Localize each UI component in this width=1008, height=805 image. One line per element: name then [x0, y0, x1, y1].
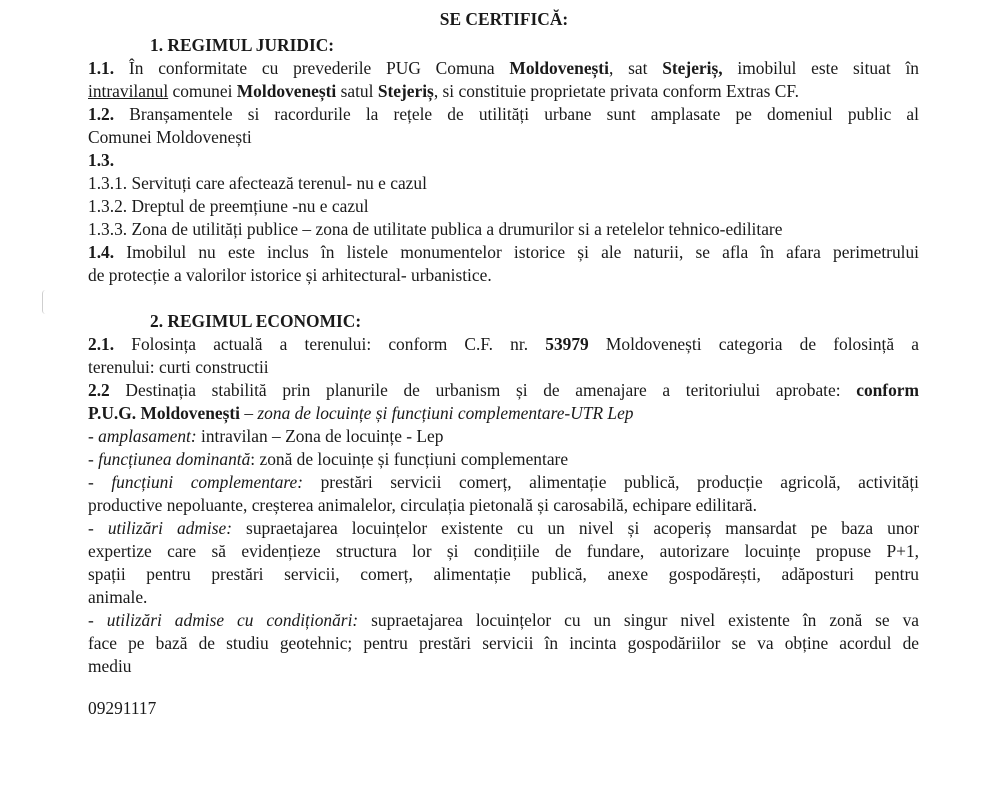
utilizari-conditionari-line-3: mediu — [88, 656, 132, 676]
utilizari-conditionari-line-1: - utilizări admise cu condiționări: supraetajarea locuințelor cu un singur nivel existente în zonă se va — [88, 610, 919, 630]
section-2-heading: 2. REGIMUL ECONOMIC: — [150, 311, 362, 331]
utilizari-conditionari-line-2: face pe bază de studiu geotehnic; pentru prestări servicii în incinta gospodăriilor se va obține acordul de — [88, 633, 919, 653]
functiuni-complementare-line-2: productive nepoluante, creșterea animalelor, circulația pietonală și carosabilă, echipare edilitară. — [88, 495, 757, 515]
para-1-3-number: 1.3. — [88, 150, 115, 170]
para-1-1-line-1: 1.1. În conformitate cu prevederile PUG Comuna Moldovenești, sat Stejeriș, imobilul este situat în — [88, 58, 919, 78]
para-1-2-line-2: Comunei Moldovenești — [88, 127, 252, 147]
para-1-1-line-2: intravilanul comunei Moldovenești satul Stejeriș, si constituie proprietate privata conform Extras CF. — [88, 81, 799, 101]
para-1-3-1: 1.3.1. Servituți care afectează terenul- nu e cazul — [88, 173, 427, 193]
document-code: 09291117 — [88, 698, 157, 718]
utilizari-admise-line-3: spații pentru prestări servicii, comerț, alimentație publică, anexe gospodărești, adăposturi pentru — [88, 564, 919, 584]
para-1-3-2: 1.3.2. Dreptul de preemțiune -nu e cazul — [88, 196, 369, 216]
para-1-2-line-1: 1.2. Branșamentele si racordurile la rețele de utilități urbane sunt amplasate pe domeniul public al — [88, 104, 919, 124]
utilizari-admise-line-1: - utilizări admise: supraetajarea locuințelor existente cu un nivel și acoperiș mansardat pe baza unor — [88, 518, 919, 538]
para-1-4-line-1: 1.4. Imobilul nu este inclus în listele monumentelor istorice și ale naturii, se afla în afara perimetrului — [88, 242, 919, 262]
scan-margin-mark — [42, 290, 49, 314]
utilizari-admise-line-2: expertize care să evidențieze structura lor și condițiile de fundare, autorizare locuințe propuse P+1, — [88, 541, 919, 561]
para-2-2-line-1: 2.2 Destinația stabilită prin planurile de urbanism și de amenajare a teritoriului aprobate: conform — [88, 380, 919, 400]
amplasament-line: - amplasament: intravilan – Zona de locuințe - Lep — [88, 426, 444, 446]
functiuni-complementare-line-1: - funcțiuni complementare: prestări servicii comerț, alimentație publică, producție agricolă, activități — [88, 472, 919, 492]
certificate-title: SE CERTIFICĂ: — [439, 9, 569, 29]
functiunea-dominanta-line: - funcțiunea dominantă: zonă de locuințe și funcțiuni complementare — [88, 449, 569, 469]
para-2-2-line-2: P.U.G. Moldovenești – zona de locuințe și funcțiuni complementare-UTR Lep — [88, 403, 634, 423]
para-1-4-line-2: de protecție a valorilor istorice și arhitectural- urbanistice. — [88, 265, 492, 285]
para-1-3-3: 1.3.3. Zona de utilități publice – zona de utilitate publica a drumurilor si a retelelor tehnico-edilitare — [88, 219, 783, 239]
utilizari-admise-line-4: animale. — [88, 587, 148, 607]
para-2-1-line-2: terenului: curti constructii — [88, 357, 269, 377]
section-1-heading: 1. REGIMUL JURIDIC: — [150, 35, 335, 55]
para-2-1-line-1: 2.1. Folosința actuală a terenului: conform C.F. nr. 53979 Moldovenești categoria de folosință a — [88, 334, 919, 354]
